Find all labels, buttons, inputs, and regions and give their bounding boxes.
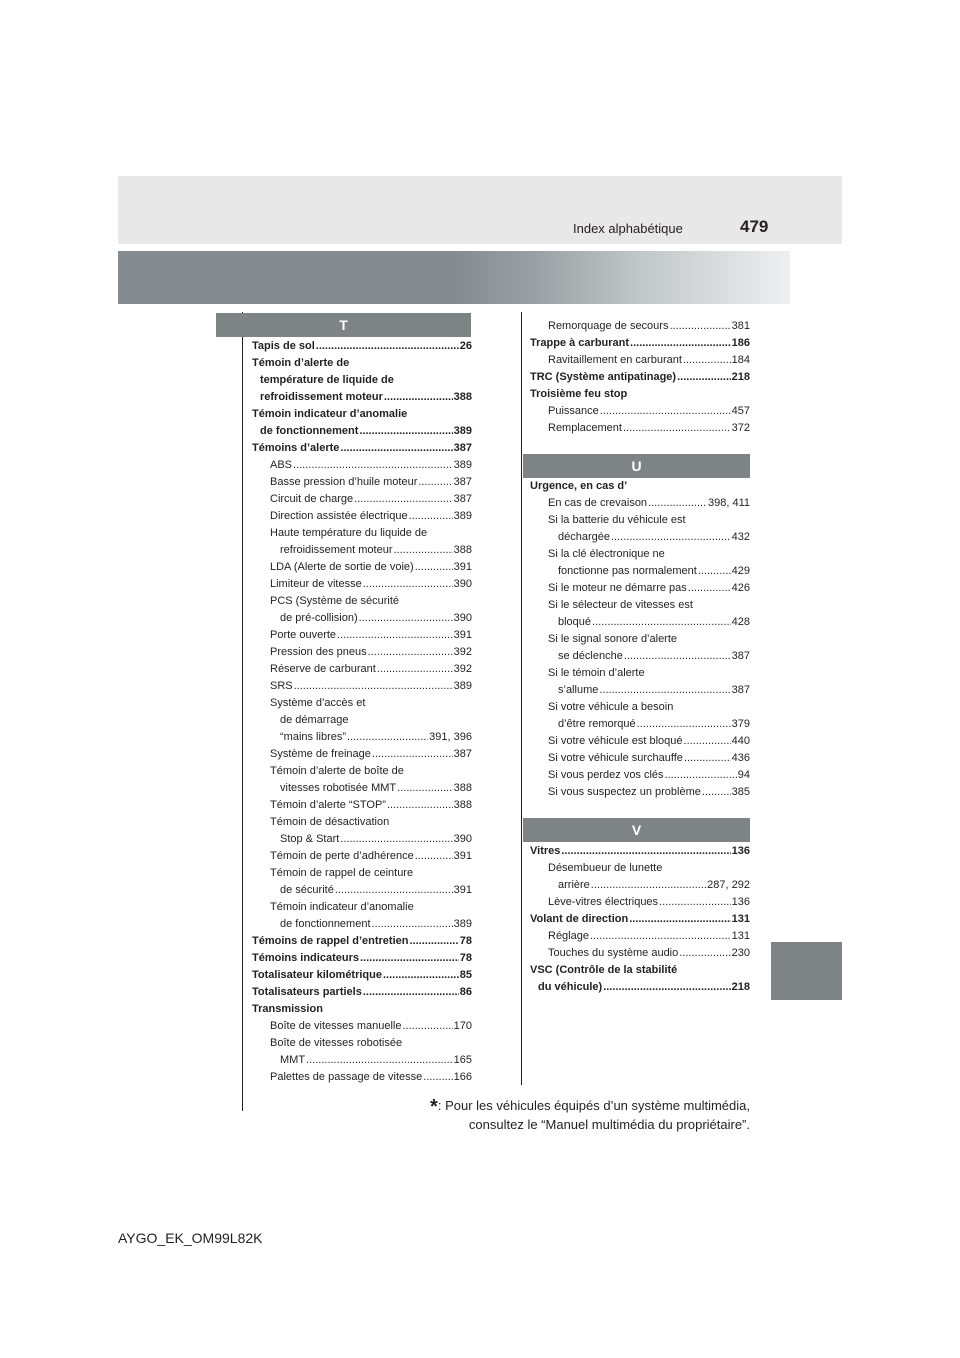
- index-entry-text: Remplacement: [548, 422, 622, 434]
- leader-dots: [377, 661, 453, 678]
- index-entry: [252, 610, 472, 627]
- index-entry-page: 392: [453, 663, 472, 675]
- index-entry-text: Témoins de rappel d’entretien: [252, 935, 409, 947]
- index-entry: [530, 699, 750, 716]
- index-entry-text: se déclenche: [558, 650, 623, 662]
- index-entry-page: 387: [453, 476, 472, 488]
- index-entry-page: 78: [459, 935, 472, 947]
- leader-dots: [368, 644, 453, 661]
- index-entry-text: d’être remorqué: [558, 718, 636, 730]
- leader-dots: [360, 950, 459, 967]
- index-entry: [252, 1052, 472, 1069]
- index-entry-page: 94: [737, 769, 750, 781]
- leader-dots: [624, 648, 731, 665]
- leader-dots: [383, 967, 459, 984]
- index-entry: [252, 440, 472, 457]
- index-entry-page: 381: [731, 320, 750, 332]
- index-entry-text: Témoin indicateur d’anomalie: [252, 408, 408, 420]
- leader-dots: [394, 542, 453, 559]
- index-entry-page: 387: [731, 650, 750, 662]
- leader-dots: [698, 563, 731, 580]
- index-entry-text: Si le témoin d’alerte: [548, 667, 645, 679]
- left-column-rule: [242, 312, 243, 1111]
- index-entry: [252, 542, 472, 559]
- index-entry: [530, 631, 750, 648]
- index-column-right-u: [530, 478, 750, 801]
- index-entry-page: 387: [453, 493, 472, 505]
- index-entry-text: Totalisateur kilométrique: [252, 969, 382, 981]
- index-entry-text: Si le signal sonore d’alerte: [548, 633, 678, 645]
- index-entry-page: 218: [731, 371, 750, 383]
- index-entry-text: Palettes de passage de vitesse: [270, 1071, 423, 1083]
- leader-dots: [409, 933, 458, 950]
- index-entry-text: Témoin d’alerte de: [252, 357, 350, 369]
- index-entry: [252, 933, 472, 950]
- index-entry-text: Haute température du liquide de: [270, 527, 428, 539]
- index-entry-page: 432: [731, 531, 750, 543]
- leader-dots: [415, 559, 453, 576]
- leader-dots: [409, 508, 453, 525]
- index-entry-text: Si vous perdez vos clés: [548, 769, 664, 781]
- index-entry: [530, 962, 750, 979]
- index-entry: [530, 784, 750, 801]
- leader-dots: [354, 491, 452, 508]
- leader-dots: [599, 682, 730, 699]
- index-entry-text: Circuit de charge: [270, 493, 354, 505]
- index-entry: [252, 984, 472, 1001]
- index-entry: [530, 369, 750, 386]
- index-entry: [252, 593, 472, 610]
- index-entry-page: 436: [731, 752, 750, 764]
- index-entry: [530, 529, 750, 546]
- leader-dots: [561, 843, 730, 860]
- index-entry-page: 391, 396: [429, 731, 472, 743]
- index-entry: [252, 661, 472, 678]
- index-entry: [252, 950, 472, 967]
- index-entry-page: 390: [453, 612, 472, 624]
- index-entry-text: de fonctionnement: [280, 918, 371, 930]
- index-entry: [530, 403, 750, 420]
- leader-dots: [363, 984, 459, 1001]
- index-column-left: [252, 338, 472, 1086]
- index-entry: [252, 797, 472, 814]
- index-entry-text: Tapis de sol: [252, 340, 315, 352]
- leader-dots: [702, 784, 731, 801]
- index-entry-text: de démarrage: [280, 714, 349, 726]
- index-entry: [530, 716, 750, 733]
- index-entry: [530, 877, 750, 894]
- leader-dots: [384, 389, 453, 406]
- index-entry-page: 390: [453, 578, 472, 590]
- index-entry: [252, 1001, 472, 1018]
- leader-dots: [665, 767, 737, 784]
- index-entry-page: 389: [453, 680, 472, 692]
- index-entry-text: déchargée: [558, 531, 610, 543]
- leader-dots: [648, 495, 707, 512]
- section-title: Index alphabétique: [573, 221, 683, 236]
- index-entry-text: refroidissement moteur: [280, 544, 393, 556]
- index-entry: [252, 882, 472, 899]
- index-entry: [530, 928, 750, 945]
- index-entry-text: Si votre véhicule surchauffe: [548, 752, 683, 764]
- index-entry-text: VSC (Contrôle de la stabilité: [530, 964, 678, 976]
- leader-dots: [677, 369, 731, 386]
- index-entry: [252, 491, 472, 508]
- leader-dots: [669, 318, 730, 335]
- index-entry-page: 26: [459, 340, 472, 352]
- index-entry-page: 390: [453, 833, 472, 845]
- index-entry: [252, 695, 472, 712]
- section-letter-u: U: [523, 454, 750, 478]
- leader-dots: [387, 797, 453, 814]
- index-entry: [530, 945, 750, 962]
- index-entry-page: 166: [453, 1071, 472, 1083]
- index-entry-text: Témoins d’alerte: [252, 442, 340, 454]
- index-entry-page: 387: [453, 748, 472, 760]
- leader-dots: [294, 678, 453, 695]
- index-entry-page: 287, 292: [707, 879, 750, 891]
- index-entry: [252, 1035, 472, 1052]
- index-entry: [530, 478, 750, 495]
- index-entry: [252, 525, 472, 542]
- index-entry-text: Stop & Start: [280, 833, 340, 845]
- index-entry: [252, 967, 472, 984]
- leader-dots: [611, 529, 731, 546]
- leader-dots: [359, 610, 453, 627]
- index-entry-text: Touches du système audio: [548, 947, 679, 959]
- index-entry: [530, 648, 750, 665]
- leader-dots: [659, 894, 731, 911]
- index-entry-text: Urgence, en cas d’: [530, 480, 628, 492]
- index-entry-text: TRC (Système antipatinage): [530, 371, 677, 383]
- index-entry-text: s’allume: [558, 684, 599, 696]
- index-entry-text: PCS (Système de sécurité: [270, 595, 399, 607]
- index-entry-text: bloqué: [558, 616, 592, 628]
- index-entry-text: vitesses robotisée MMT: [280, 782, 397, 794]
- index-entry: [530, 420, 750, 437]
- section-letter-v: V: [523, 818, 750, 842]
- index-entry: [252, 865, 472, 882]
- index-entry-text: Lève-vitres électriques: [548, 896, 659, 908]
- index-entry: [252, 644, 472, 661]
- leader-dots: [418, 474, 452, 491]
- leader-dots: [340, 831, 452, 848]
- index-entry-page: 398, 411: [707, 497, 750, 509]
- index-entry-text: de fonctionnement: [260, 425, 359, 437]
- index-entry: [252, 423, 472, 440]
- index-entry-text: arrière: [558, 879, 590, 891]
- index-entry-page: 78: [459, 952, 472, 964]
- index-entry-text: LDA (Alerte de sortie de voie): [270, 561, 414, 573]
- index-entry-text: température de liquide de: [260, 374, 394, 386]
- index-entry: [252, 389, 472, 406]
- leader-dots: [347, 729, 428, 746]
- index-entry: [252, 1069, 472, 1086]
- index-entry: [252, 712, 472, 729]
- leader-dots: [372, 916, 453, 933]
- index-entry-page: 391: [453, 629, 472, 641]
- leader-dots: [306, 1052, 453, 1069]
- index-entry: [530, 597, 750, 614]
- index-entry-text: Volant de direction: [530, 913, 629, 925]
- index-entry-page: 385: [731, 786, 750, 798]
- leader-dots: [630, 335, 731, 352]
- index-entry-page: 186: [731, 337, 750, 349]
- index-entry-page: 131: [731, 913, 750, 925]
- leader-dots: [684, 750, 731, 767]
- index-entry-text: Basse pression d’huile moteur: [270, 476, 418, 488]
- index-entry: [252, 899, 472, 916]
- index-entry-text: de pré-collision): [280, 612, 358, 624]
- leader-dots: [293, 457, 453, 474]
- leader-dots: [363, 576, 453, 593]
- index-entry-text: Vitres: [530, 845, 561, 857]
- index-entry-text: Troisième feu stop: [530, 388, 628, 400]
- leader-dots: [600, 403, 731, 420]
- leader-dots: [337, 627, 453, 644]
- index-entry-text: “mains libres”: [280, 731, 347, 743]
- index-entry-page: 387: [453, 442, 472, 454]
- index-entry-page: 136: [731, 845, 750, 857]
- index-entry-page: 429: [731, 565, 750, 577]
- index-entry-text: de sécurité: [280, 884, 334, 896]
- index-entry-page: 391: [453, 850, 472, 862]
- index-entry: [252, 576, 472, 593]
- index-entry-text: Si le moteur ne démarre pas: [548, 582, 687, 594]
- footnote-line-1: : Pour les véhicules équipés d’un système multimédia,: [437, 1098, 750, 1113]
- index-entry-text: Transmission: [252, 1003, 323, 1015]
- index-entry-text: refroidissement moteur: [260, 391, 383, 403]
- leader-dots: [335, 882, 453, 899]
- index-entry-page: 85: [459, 969, 472, 981]
- index-entry-text: Remorquage de secours: [548, 320, 669, 332]
- index-entry-text: Porte ouverte: [270, 629, 337, 641]
- leader-dots: [397, 780, 452, 797]
- index-entry-text: ABS: [270, 459, 293, 471]
- index-entry-text: Désembueur de lunette: [548, 862, 663, 874]
- index-entry-text: Si le sélecteur de vitesses est: [548, 599, 693, 611]
- index-entry-page: 389: [453, 510, 472, 522]
- leader-dots: [603, 979, 730, 996]
- header-band: [118, 176, 842, 244]
- index-entry-page: 392: [453, 646, 472, 658]
- index-entry-page: 428: [731, 616, 750, 628]
- index-entry-text: Pression des pneus: [270, 646, 367, 658]
- index-entry-page: 388: [453, 391, 472, 403]
- index-entry-page: 388: [453, 782, 472, 794]
- leader-dots: [688, 580, 731, 597]
- footnote-marker: *: [430, 1096, 438, 1118]
- index-entry-text: Témoin de perte d’adhérence: [270, 850, 414, 862]
- leader-dots: [359, 423, 452, 440]
- index-entry: [252, 474, 472, 491]
- index-entry-page: 388: [453, 544, 472, 556]
- index-entry-text: fonctionne pas normalement: [558, 565, 697, 577]
- index-entry: [530, 335, 750, 352]
- index-entry: [252, 627, 472, 644]
- index-entry-page: 170: [453, 1020, 472, 1032]
- index-entry-page: 387: [731, 684, 750, 696]
- leader-dots: [316, 338, 459, 355]
- index-entry: [252, 1018, 472, 1035]
- leader-dots: [340, 440, 452, 457]
- index-column-right-v: [530, 843, 750, 996]
- index-entry: [252, 355, 472, 372]
- leader-dots: [629, 911, 730, 928]
- index-entry: [252, 916, 472, 933]
- index-entry-text: Témoin de désactivation: [270, 816, 390, 828]
- index-entry: [252, 559, 472, 576]
- index-entry-text: Si la batterie du véhicule est: [548, 514, 686, 526]
- index-entry-text: Puissance: [548, 405, 599, 417]
- section-letter-t: T: [216, 313, 471, 337]
- index-entry-text: Boîte de vitesses manuelle: [270, 1020, 402, 1032]
- index-entry-text: Réglage: [548, 930, 589, 942]
- index-entry: [530, 843, 750, 860]
- index-entry-text: Réserve de carburant: [270, 663, 376, 675]
- index-entry-page: 388: [453, 799, 472, 811]
- index-entry: [252, 406, 472, 423]
- index-entry-page: 389: [453, 425, 472, 437]
- index-entry-text: MMT: [280, 1054, 306, 1066]
- index-entry-page: 86: [459, 986, 472, 998]
- index-entry-text: Si votre véhicule est bloqué: [548, 735, 683, 747]
- index-entry: [530, 352, 750, 369]
- index-entry-page: 440: [731, 735, 750, 747]
- index-entry: [252, 780, 472, 797]
- index-entry: [252, 763, 472, 780]
- page-number: 479: [740, 217, 769, 236]
- index-entry: [252, 678, 472, 695]
- index-entry-text: Trappe à carburant: [530, 337, 630, 349]
- index-entry: [530, 614, 750, 631]
- index-entry-page: 389: [453, 459, 472, 471]
- leader-dots: [590, 928, 731, 945]
- index-entry: [530, 733, 750, 750]
- right-column-rule: [521, 312, 522, 1085]
- index-entry: [530, 911, 750, 928]
- leader-dots: [679, 945, 730, 962]
- index-entry: [252, 372, 472, 389]
- chapter-tab: [771, 942, 842, 1000]
- index-entry-text: Limiteur de vitesse: [270, 578, 362, 590]
- index-entry: [530, 860, 750, 877]
- document-code: AYGO_EK_OM99L82K: [118, 1230, 263, 1246]
- index-entry: [530, 750, 750, 767]
- index-entry: [252, 457, 472, 474]
- leader-dots: [423, 1069, 452, 1086]
- index-entry: [252, 508, 472, 525]
- index-entry-page: 184: [731, 354, 750, 366]
- index-entry-page: 379: [731, 718, 750, 730]
- index-entry-text: Ravitaillement en carburant: [548, 354, 682, 366]
- index-entry: [530, 546, 750, 563]
- index-entry: [530, 894, 750, 911]
- index-entry: [530, 767, 750, 784]
- index-entry-page: 218: [731, 981, 750, 993]
- index-entry-text: Témoin indicateur d’anomalie: [270, 901, 414, 913]
- index-entry-text: Si vous suspectez un problème: [548, 786, 701, 798]
- index-entry: [252, 729, 472, 746]
- index-entry-text: Totalisateurs partiels: [252, 986, 362, 998]
- index-entry-text: Témoin d’alerte de boîte de: [270, 765, 404, 777]
- index-entry-page: 136: [731, 896, 750, 908]
- index-column-right-t: [530, 318, 750, 437]
- index-entry: [530, 512, 750, 529]
- index-entry-text: Boîte de vitesses robotisée: [270, 1037, 403, 1049]
- index-entry: [530, 682, 750, 699]
- leader-dots: [402, 1018, 452, 1035]
- footnote-line-2: consultez le “Manuel multimédia du propriétaire”.: [468, 1117, 750, 1132]
- index-entry-text: du véhicule): [538, 981, 603, 993]
- index-entry-text: SRS: [270, 680, 293, 692]
- index-entry-page: 457: [731, 405, 750, 417]
- index-entry: [252, 831, 472, 848]
- leader-dots: [683, 352, 731, 369]
- leader-dots: [684, 733, 731, 750]
- index-entry-page: 131: [731, 930, 750, 942]
- index-entry-text: Témoin de rappel de ceinture: [270, 867, 414, 879]
- index-entry-page: 391: [453, 561, 472, 573]
- index-entry-page: 165: [453, 1054, 472, 1066]
- index-entry: [530, 495, 750, 512]
- index-entry: [252, 746, 472, 763]
- index-entry-text: Direction assistée électrique: [270, 510, 408, 522]
- index-entry-page: 391: [453, 884, 472, 896]
- leader-dots: [592, 614, 731, 631]
- index-entry: [530, 563, 750, 580]
- index-entry-text: Témoin d’alerte “STOP”: [270, 799, 386, 811]
- leader-dots: [591, 877, 706, 894]
- index-entry-page: 389: [453, 918, 472, 930]
- index-entry: [530, 318, 750, 335]
- chapter-banner: [118, 251, 790, 304]
- index-entry-text: Témoins indicateurs: [252, 952, 359, 964]
- index-entry: [530, 979, 750, 996]
- index-entry: [252, 338, 472, 355]
- index-entry-text: Si la clé électronique ne: [548, 548, 665, 560]
- index-entry-page: 230: [731, 947, 750, 959]
- index-entry: [530, 665, 750, 682]
- index-entry: [252, 814, 472, 831]
- index-entry-text: Système de freinage: [270, 748, 371, 760]
- leader-dots: [372, 746, 453, 763]
- index-entry-text: Système d’accès et: [270, 697, 366, 709]
- leader-dots: [415, 848, 453, 865]
- leader-dots: [637, 716, 731, 733]
- index-entry: [252, 848, 472, 865]
- index-entry: [530, 386, 750, 403]
- index-entry-page: 372: [731, 422, 750, 434]
- index-entry: [530, 580, 750, 597]
- index-entry-page: 426: [731, 582, 750, 594]
- leader-dots: [623, 420, 731, 437]
- footnote: [430, 1097, 750, 1134]
- index-entry-text: Si votre véhicule a besoin: [548, 701, 674, 713]
- index-entry-text: En cas de crevaison: [548, 497, 648, 509]
